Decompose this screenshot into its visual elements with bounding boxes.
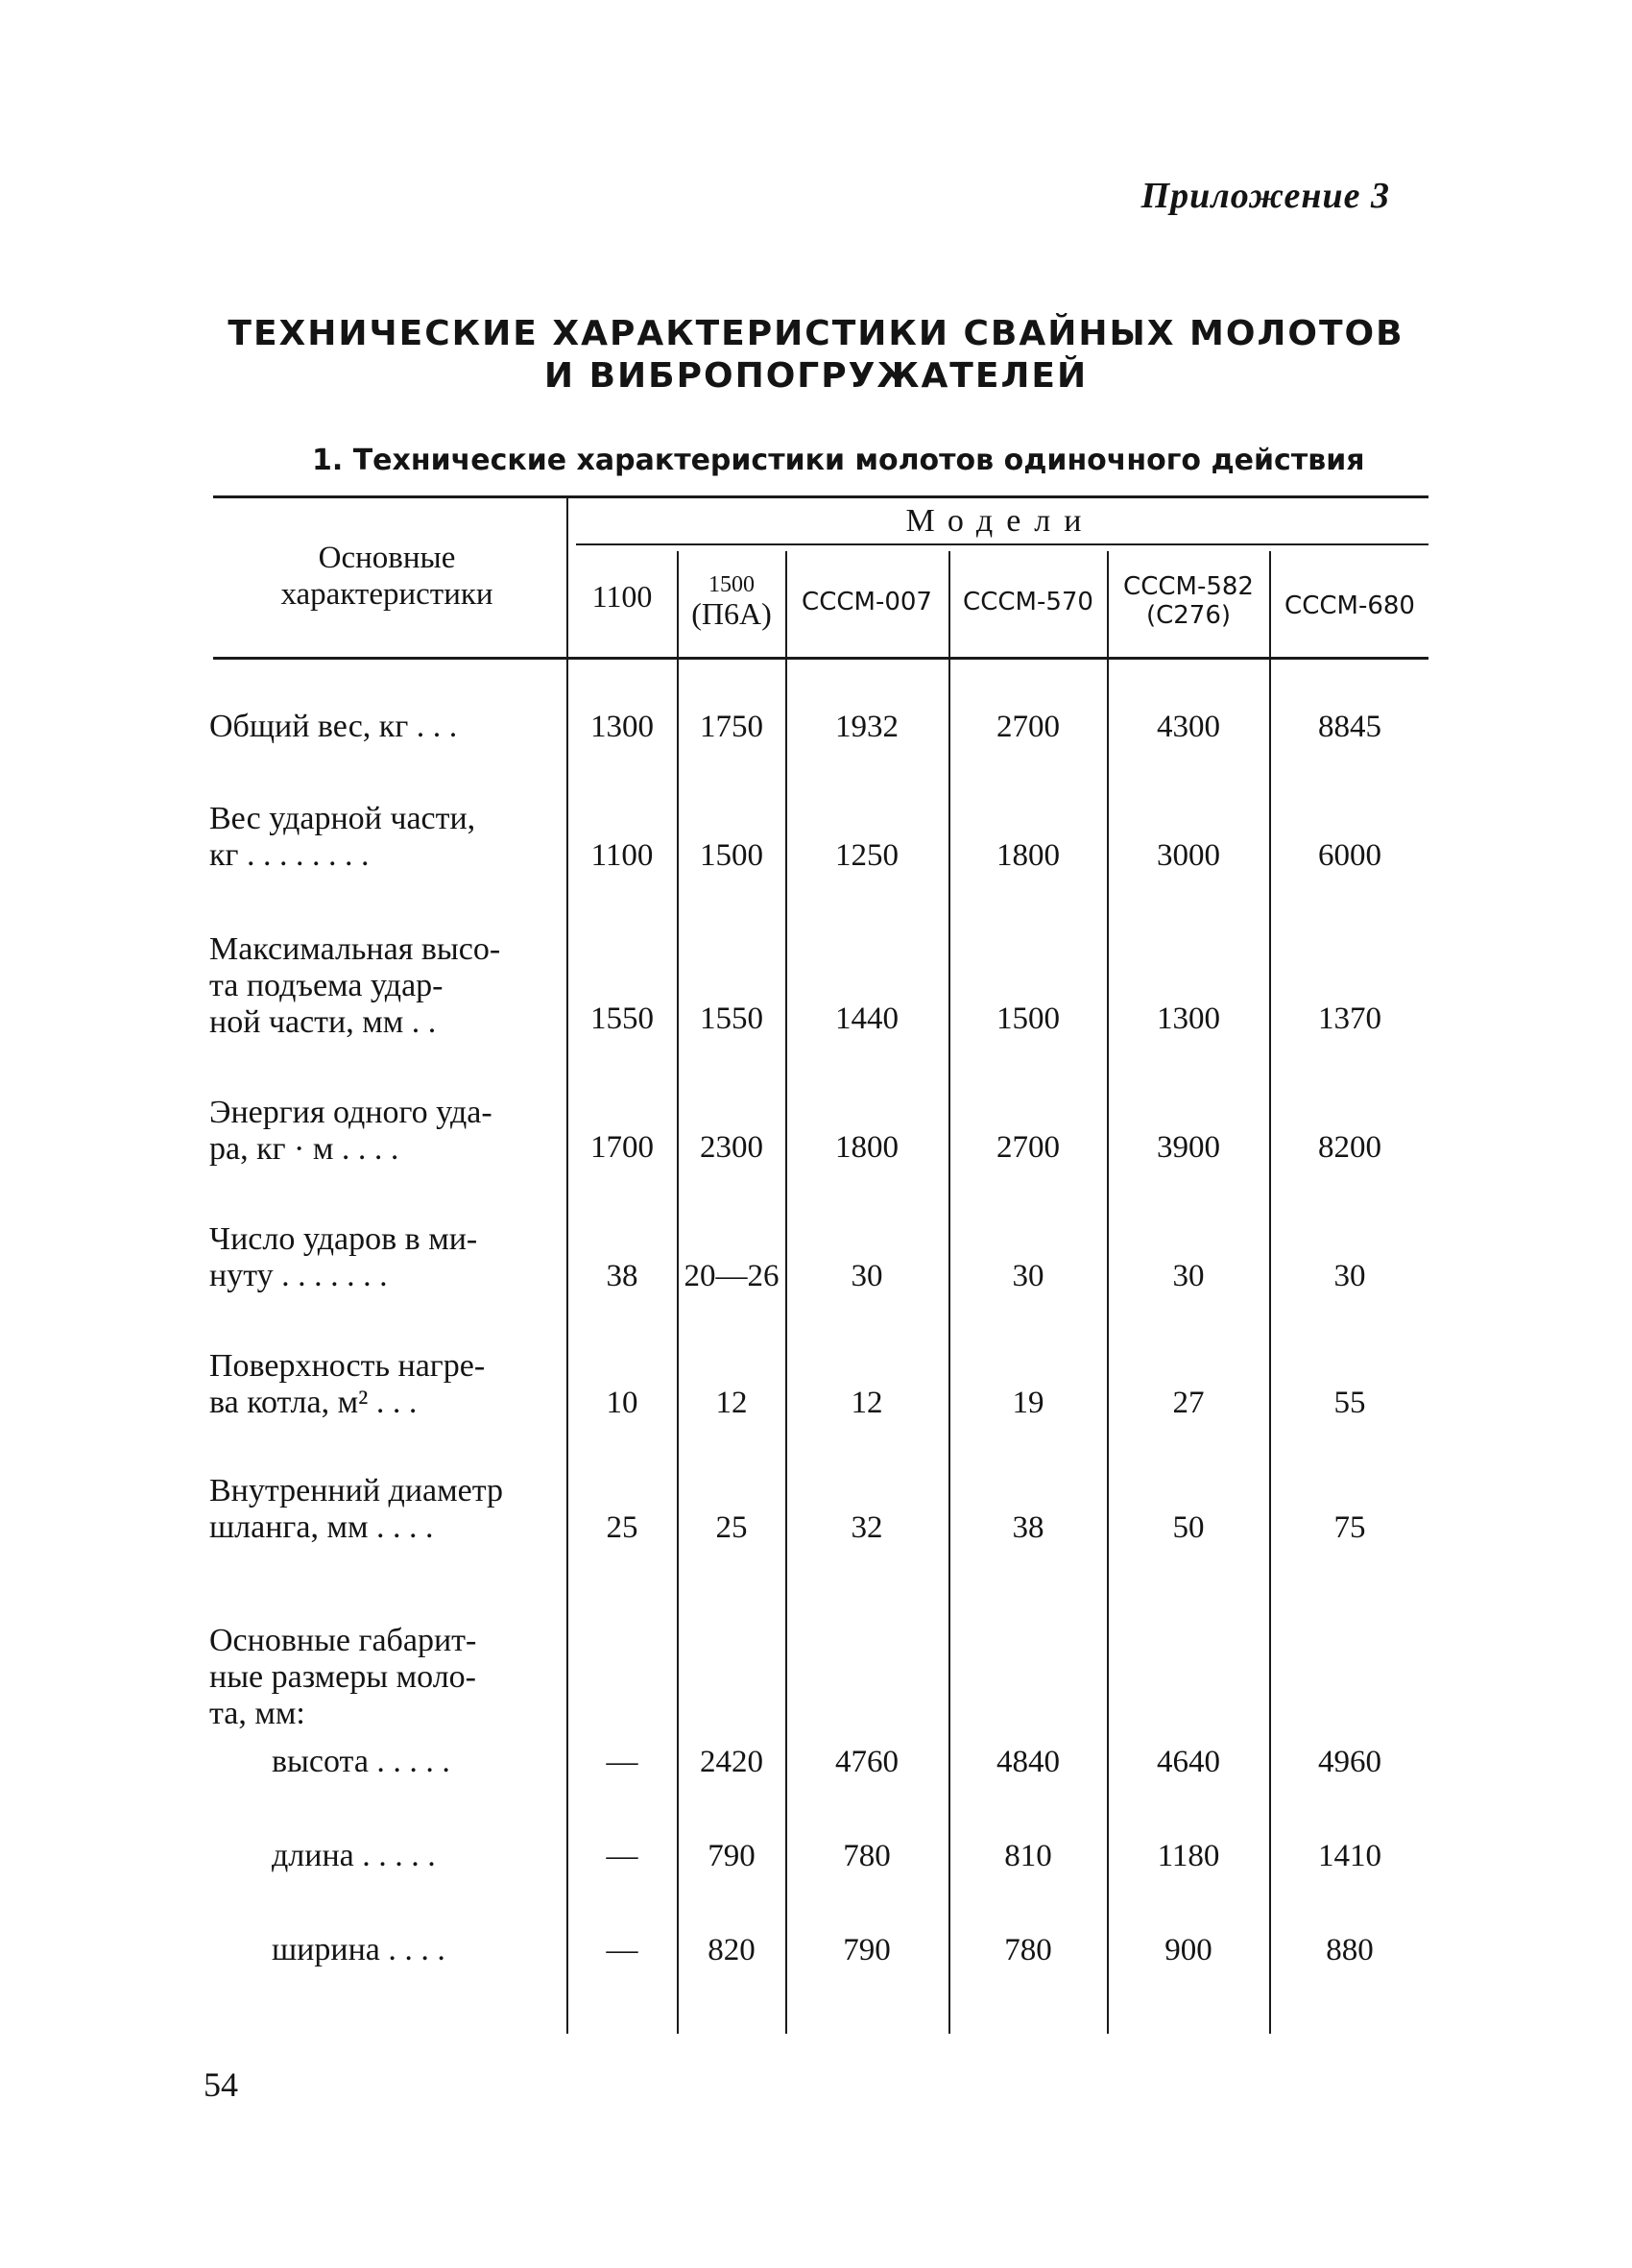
table-cell: 1300 bbox=[590, 710, 654, 744]
table-cell: 1250 bbox=[835, 838, 899, 873]
table-cell: 1410 bbox=[1318, 1839, 1381, 1873]
table-cell: 1300 bbox=[1157, 1001, 1220, 1036]
table-cell: 1180 bbox=[1157, 1839, 1220, 1873]
row-label-length: длина . . . . . bbox=[272, 1838, 436, 1873]
table-cell: 30 bbox=[1333, 1259, 1366, 1293]
page-number: 54 bbox=[204, 2065, 238, 2104]
table-cell: 38 bbox=[1012, 1510, 1044, 1545]
row-label-total-weight: Общий вес, кг . . . bbox=[209, 709, 458, 744]
table-cell: 20—26 bbox=[684, 1259, 780, 1293]
table-cell: 12 bbox=[715, 1386, 748, 1420]
table-cell: 4640 bbox=[1157, 1745, 1220, 1779]
table-cell: 1440 bbox=[835, 1001, 899, 1036]
column-header-1100: 1100 bbox=[591, 579, 653, 614]
table-cell: 3900 bbox=[1157, 1130, 1220, 1165]
table-cell: 25 bbox=[715, 1510, 748, 1545]
column-header-sssm-570: СССМ-570 bbox=[963, 588, 1093, 616]
table-cell: 12 bbox=[851, 1386, 883, 1420]
table-cell: 810 bbox=[1004, 1839, 1052, 1873]
table-cell: 1100 bbox=[590, 838, 654, 873]
table-cell: 6000 bbox=[1318, 838, 1381, 873]
table-cell: 19 bbox=[1012, 1386, 1044, 1420]
table-cell: 3000 bbox=[1157, 838, 1220, 873]
table-cell: 880 bbox=[1326, 1933, 1374, 1967]
column-header-sssm-582: СССМ-582 (С276) bbox=[1123, 572, 1254, 630]
table-cell: 1550 bbox=[590, 1001, 654, 1036]
table-cell: 55 bbox=[1333, 1386, 1366, 1420]
appendix-label: Приложение 3 bbox=[1140, 176, 1390, 216]
models-rule bbox=[576, 543, 1428, 545]
column-header-1500: 1500 (П6А) bbox=[691, 572, 772, 631]
row-label-max-lift-height: Максимальная высо- та подъема удар- ной части, мм . . bbox=[209, 931, 501, 1040]
table-cell: 820 bbox=[708, 1933, 756, 1967]
table-cell: 2700 bbox=[996, 1130, 1060, 1165]
page-title-line-2: И ВИБРОПОГРУЖАТЕЛЕЙ bbox=[543, 356, 1089, 396]
table-cell: 790 bbox=[843, 1933, 891, 1967]
table-cell: 27 bbox=[1172, 1386, 1205, 1420]
table-cell: 10 bbox=[606, 1386, 638, 1420]
table-cell: 1800 bbox=[996, 838, 1060, 873]
table-cell: — bbox=[606, 1745, 638, 1779]
table-cell: 1550 bbox=[700, 1001, 763, 1036]
table-cell: 1750 bbox=[700, 710, 763, 744]
row-label-hose-diameter: Внутренний диаметр шланга, мм . . . . bbox=[209, 1473, 503, 1545]
table-cell: 25 bbox=[606, 1510, 638, 1545]
column-header-sssm-680: СССМ-680 bbox=[1284, 591, 1415, 620]
row-label-height: высота . . . . . bbox=[272, 1744, 450, 1779]
row-label-overall-dimensions: Основные габарит- ные размеры моло- та, мм: bbox=[209, 1623, 477, 1731]
table-cell: — bbox=[606, 1933, 638, 1967]
table-cell: 4840 bbox=[996, 1745, 1060, 1779]
table-cell: 38 bbox=[606, 1259, 638, 1293]
page-title-line-1: ТЕХНИЧЕСКИЕ ХАРАКТЕРИСТИКИ СВАЙНЫХ МОЛОТОВ bbox=[228, 314, 1404, 353]
table-cell: 30 bbox=[1172, 1259, 1205, 1293]
table-cell: 1700 bbox=[590, 1130, 654, 1165]
table-cell: 2700 bbox=[996, 710, 1060, 744]
row-label-blows-per-minute: Число ударов в ми- нуту . . . . . . . bbox=[209, 1221, 478, 1293]
table-cell: 4760 bbox=[835, 1745, 899, 1779]
table-cell: 50 bbox=[1172, 1510, 1205, 1545]
column-header-sssm-007: СССМ-007 bbox=[802, 588, 932, 616]
table-cell: 1370 bbox=[1318, 1001, 1381, 1036]
table-cell: 1500 bbox=[996, 1001, 1060, 1036]
table-cell: 30 bbox=[851, 1259, 883, 1293]
table-cell: 780 bbox=[1004, 1933, 1052, 1967]
table-cell: — bbox=[606, 1839, 638, 1873]
table-title: 1. Технические характеристики молотов одиночного действия bbox=[312, 444, 1365, 477]
table-cell: 2420 bbox=[700, 1745, 763, 1779]
header-characteristics: Основные характеристики bbox=[280, 541, 493, 612]
row-label-width: ширина . . . . bbox=[272, 1932, 445, 1967]
header-models: Модели bbox=[905, 503, 1095, 539]
table-cell: 4300 bbox=[1157, 710, 1220, 744]
table-cell: 8200 bbox=[1318, 1130, 1381, 1165]
table-cell: 780 bbox=[843, 1839, 891, 1873]
row-label-blow-energy: Энергия одного уда- ра, кг · м . . . . bbox=[209, 1095, 492, 1167]
table-cell: 790 bbox=[708, 1839, 756, 1873]
table-cell: 2300 bbox=[700, 1130, 763, 1165]
table-cell: 75 bbox=[1333, 1510, 1366, 1545]
table-cell: 8845 bbox=[1318, 710, 1381, 744]
table-cell: 30 bbox=[1012, 1259, 1044, 1293]
table-cell: 1500 bbox=[700, 838, 763, 873]
row-label-ram-weight: Вес ударной части, кг . . . . . . . . bbox=[209, 801, 476, 873]
table-top-rule bbox=[213, 495, 1428, 498]
table-cell: 900 bbox=[1164, 1933, 1212, 1967]
row-label-boiler-surface: Поверхность нагре- ва котла, м² . . . bbox=[209, 1348, 486, 1420]
header-bottom-rule bbox=[213, 657, 1428, 660]
table-cell: 1800 bbox=[835, 1130, 899, 1165]
table-cell: 1932 bbox=[835, 710, 899, 744]
table-cell: 4960 bbox=[1318, 1745, 1381, 1779]
table-cell: 32 bbox=[851, 1510, 883, 1545]
